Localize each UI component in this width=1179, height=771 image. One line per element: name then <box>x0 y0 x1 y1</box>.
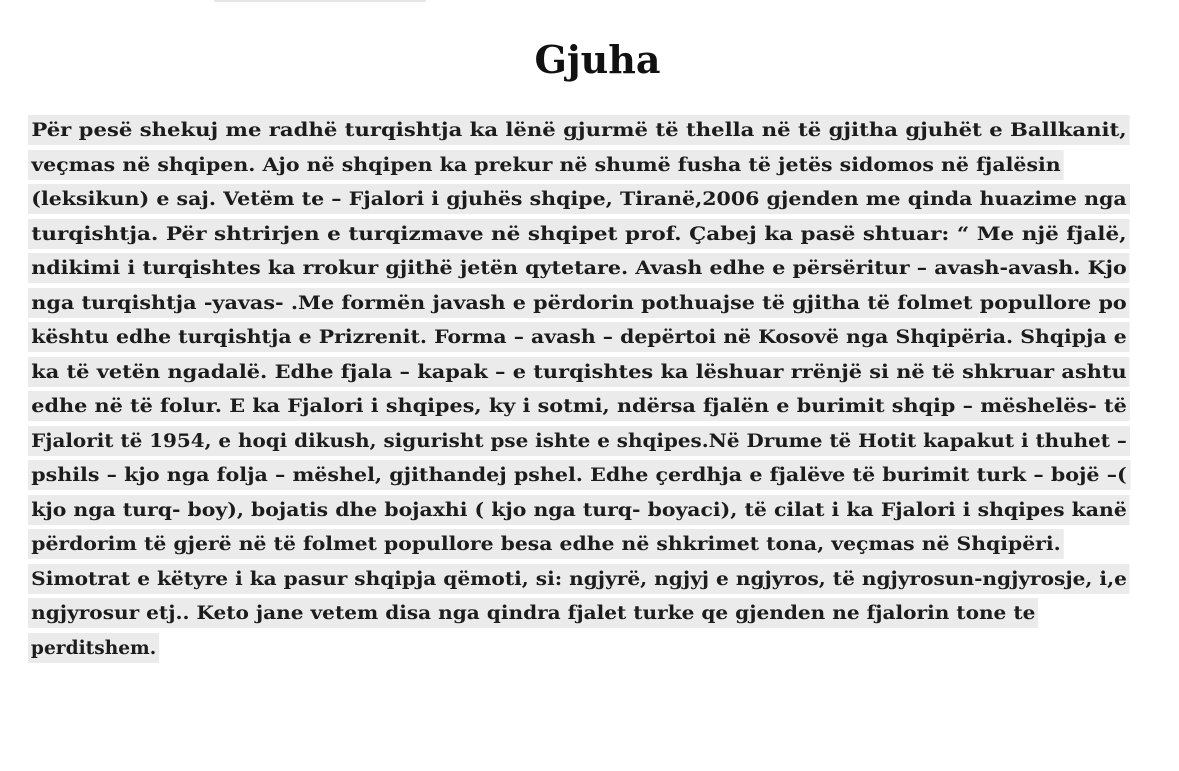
paragraph-line-text: Për pesë shekuj me radhë turqishtja ka lënë gjurmë të thella në të gjitha gjuhët e Ballkanit, <box>28 115 1130 145</box>
document-title: Gjuha <box>534 37 661 82</box>
paragraph-line <box>28 597 1152 632</box>
paragraph-line <box>28 528 1152 563</box>
paragraph-line-text: ngjyrosur etj.. Keto jane vetem disa nga qindra fjalet turke qe gjenden ne fjalorin tone te <box>28 598 1039 628</box>
paragraph-line-text: perditshem. <box>28 633 159 663</box>
paragraph-line <box>28 218 1152 253</box>
paragraph-line <box>28 563 1152 598</box>
paragraph-line <box>28 114 1152 149</box>
paragraph-line <box>28 390 1152 425</box>
paragraph-line <box>28 252 1152 287</box>
paragraph-line-text: Fjalorit të 1954, e hoqi dikush, sigurisht pse ishte e shqipes.Në Drume të Hotit kapakut i thuhet – <box>28 426 1130 456</box>
paragraph-line-text: veçmas në shqipen. Ajo në shqipen ka prekur në shumë fusha të jetës sidomos në fjalësin <box>28 150 1064 180</box>
top-rule <box>214 0 426 2</box>
paragraph-line-text: kështu edhe turqishtja e Prizrenit. Forma – avash – depërtoi në Kosovë nga Shqipëria. Shqipja e <box>28 322 1130 352</box>
paragraph-line-text: edhe në të folur. E ka Fjalori i shqipes, ky i sotmi, ndërsa fjalën e burimit shqip – mëshelës- të <box>28 391 1130 421</box>
paragraph-line-text: Simotrat e këtyre i ka pasur shqipja qëmoti, si: ngjyrë, ngjyj e ngjyros, të ngjyrosun-ngjyrosje, i,e <box>28 564 1130 594</box>
paragraph-line <box>28 183 1152 218</box>
paragraph-line-text: përdorim të gjerë në të folmet popullore besa edhe në shkrimet tona, veçmas në Shqipëri. <box>28 529 1064 559</box>
paragraph-line <box>28 459 1152 494</box>
paragraph-line-text: nga turqishtja -yavas- .Me formën javash e përdorin pothuajse të gjitha të folmet popullore po <box>28 288 1130 318</box>
paragraph-line <box>28 321 1152 356</box>
paragraph-line <box>28 287 1152 322</box>
paragraph-line-text: pshils – kjo nga folja – mëshel, gjithandej pshel. Edhe çerdhja e fjalëve të burimit turk – bojë –( <box>28 460 1130 490</box>
paragraph-line <box>28 425 1152 460</box>
paragraph-line <box>28 632 1152 667</box>
paragraph-line-text: ndikimi i turqishtes ka rrokur gjithë jetën qytetare. Avash edhe e përsëritur – avash-avash. Kjo <box>28 253 1130 283</box>
document-body <box>28 114 1152 666</box>
paragraph-line-text: kjo nga turq- boy), bojatis dhe bojaxhi ( kjo nga turq- boyaci), të cilat i ka Fjalori i shqipes kanë <box>28 495 1130 525</box>
paragraph-line-text: turqishtja. Për shtrirjen e turqizmave në shqipet prof. Çabej ka pasë shtuar: “ Me një fjalë, <box>28 219 1130 249</box>
paragraph-line <box>28 494 1152 529</box>
paragraph-line-text: (leksikun) e saj. Vetëm te – Fjalori i gjuhës shqipe, Tiranë,2006 gjenden me qinda huazime nga <box>28 184 1130 214</box>
paragraph-line <box>28 356 1152 391</box>
paragraph-line <box>28 149 1152 184</box>
paragraph-line-text: ka të vetën ngadalë. Edhe fjala – kapak – e turqishtes ka lëshuar rrënjë si në të shkruar ashtu <box>28 357 1130 387</box>
